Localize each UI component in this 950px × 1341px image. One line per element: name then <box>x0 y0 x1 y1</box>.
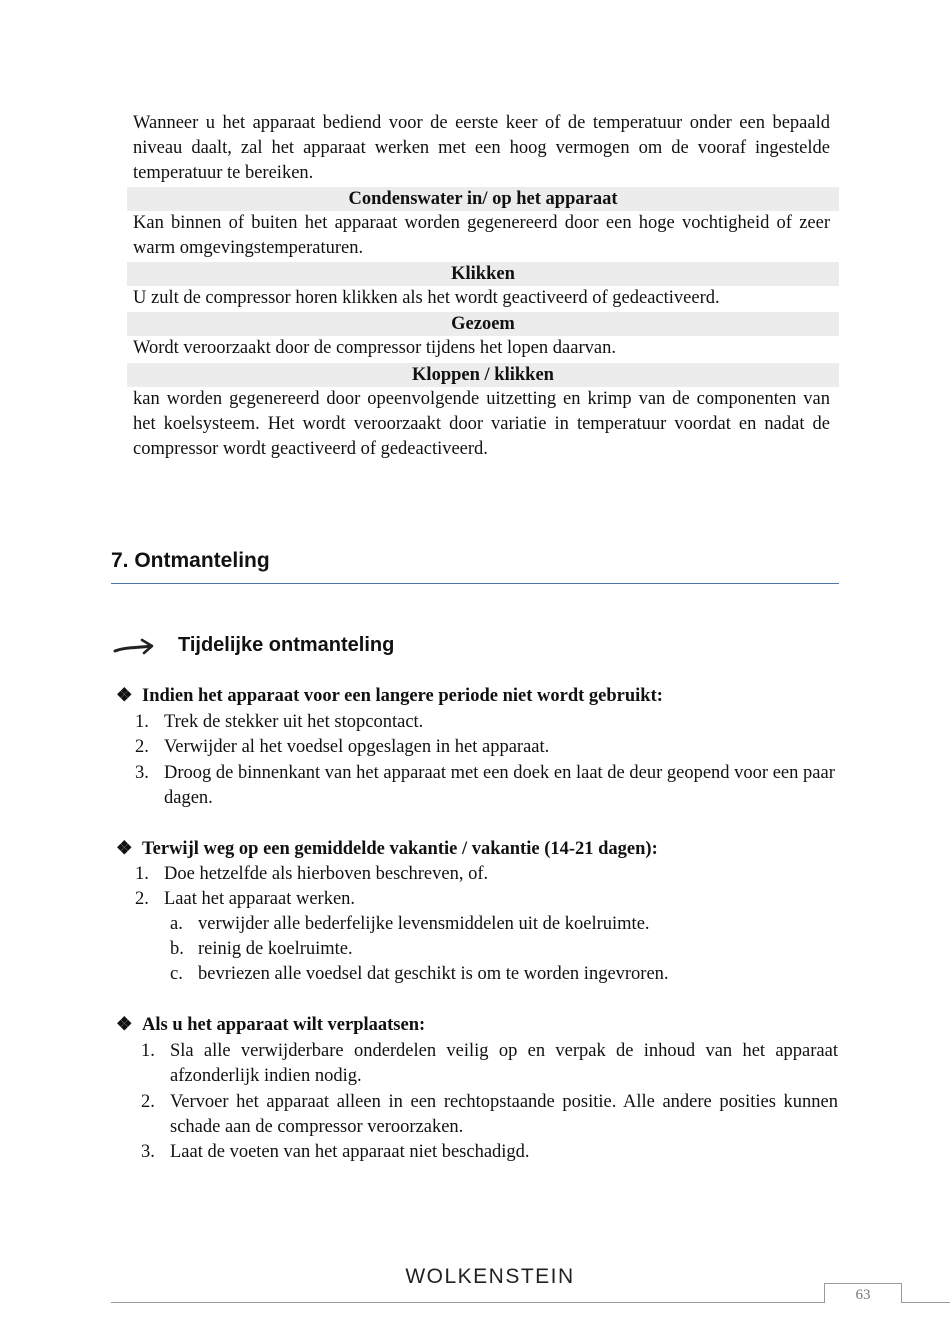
list-text: Sla alle verwijderbare onderdelen veilig op en verpak de inhoud van het apparaat afzonderlijk indien nodig. <box>170 1041 838 1087</box>
list-item <box>135 862 835 887</box>
bullet-vacation <box>116 837 658 862</box>
list-number: 2. <box>135 737 149 757</box>
bullet-long-period <box>116 684 663 709</box>
diamond-bullet-icon: ❖ <box>116 839 133 859</box>
brand-logo <box>399 1260 582 1290</box>
list-item <box>141 1039 838 1090</box>
list-letter: a. <box>170 914 183 934</box>
list-item <box>135 887 835 912</box>
list-text: Doe hetzelfde als hierboven beschreven, of. <box>164 864 489 884</box>
arrow-icon <box>113 636 157 658</box>
list-number: 3. <box>135 763 149 783</box>
list-letter: b. <box>170 939 184 959</box>
list-text: verwijder alle bederfelijke levensmiddelen uit de koelruimte. <box>198 914 650 934</box>
section-text-condenswater: Kan binnen of buiten het apparaat worden gegenereerd door een hoge vochtigheid of zeer warm omgevingstemperaturen. <box>133 213 830 259</box>
list-text: bevriezen alle voedsel dat geschikt is om te worden ingevroren. <box>198 964 669 984</box>
sub-list-item <box>170 962 830 987</box>
list-number: 2. <box>135 889 149 909</box>
list-number: 2. <box>141 1092 155 1112</box>
footer-rule-right <box>900 1302 950 1303</box>
section-heading-kloppen: Kloppen / klikken <box>127 363 839 387</box>
list-number: 1. <box>135 864 149 884</box>
bullet-heading: Als u het apparaat wilt verplaatsen: <box>142 1015 426 1035</box>
section-text-gezoem: Wordt veroorzaakt door de compressor tijdens het lopen daarvan. <box>133 338 616 358</box>
bullet-heading: Terwijl weg op een gemiddelde vakantie / vakantie (14-21 dagen): <box>142 839 658 859</box>
section-title: 7. Ontmanteling <box>111 549 270 572</box>
list-number: 3. <box>141 1142 155 1162</box>
section-divider <box>111 583 839 584</box>
list-text: Laat het apparaat werken. <box>164 889 356 909</box>
list-text: Vervoer het apparaat alleen in een rechtopstaande positie. Alle andere posities kunnen schade aan de compressor veroorzaken. <box>170 1092 838 1138</box>
subsection-title: Tijdelijke ontmanteling <box>178 634 395 656</box>
page-number: 63 <box>824 1283 902 1303</box>
list-item <box>135 735 835 760</box>
section-heading-klikken: Klikken <box>127 262 839 286</box>
section-heading-gezoem: Gezoem <box>127 312 839 336</box>
list-text: Trek de stekker uit het stopcontact. <box>164 712 424 732</box>
sub-list-item <box>170 937 830 962</box>
section-text-klikken: U zult de compressor horen klikken als het wordt geactiveerd of gedeactiveerd. <box>133 288 720 308</box>
intro-paragraph: Wanneer u het apparaat bediend voor de eerste keer of de temperatuur onder een bepaald niveau daalt, zal het apparaat werken met een hoog vermogen om de vooraf ingestelde temperatuur te bereiken. <box>133 113 830 184</box>
diamond-bullet-icon: ❖ <box>116 1015 133 1035</box>
list-number: 1. <box>141 1041 155 1061</box>
sub-list-item <box>170 912 830 937</box>
bullet-moving <box>116 1013 425 1038</box>
list-item <box>135 761 837 812</box>
list-text: Laat de voeten van het apparaat niet beschadigd. <box>170 1142 530 1162</box>
bullet-heading: Indien het apparaat voor een langere periode niet wordt gebruikt: <box>142 686 663 706</box>
list-text: reinig de koelruimte. <box>198 939 353 959</box>
diamond-bullet-icon: ❖ <box>116 686 133 706</box>
list-letter: c. <box>170 964 183 984</box>
section-text-kloppen: kan worden gegenereerd door opeenvolgende uitzetting en krimp van de componenten van het koelsysteem. Het wordt veroorzaakt door variatie in temperatuur voordat en nadat de compressor wordt geactiveerd of gedeactiveerd. <box>133 389 830 460</box>
list-text: Verwijder al het voedsel opgeslagen in het apparaat. <box>164 737 550 757</box>
list-item <box>135 710 835 735</box>
list-number: 1. <box>135 712 149 732</box>
section-heading-condenswater: Condenswater in/ op het apparaat <box>127 187 839 211</box>
footer-rule <box>111 1302 839 1303</box>
brand-logo-text: WOLKENSTEIN <box>405 1265 575 1288</box>
list-item <box>141 1090 838 1141</box>
list-item <box>141 1140 838 1165</box>
list-text: Droog de binnenkant van het apparaat met een doek en laat de deur geopend voor een paar dagen. <box>164 763 835 809</box>
